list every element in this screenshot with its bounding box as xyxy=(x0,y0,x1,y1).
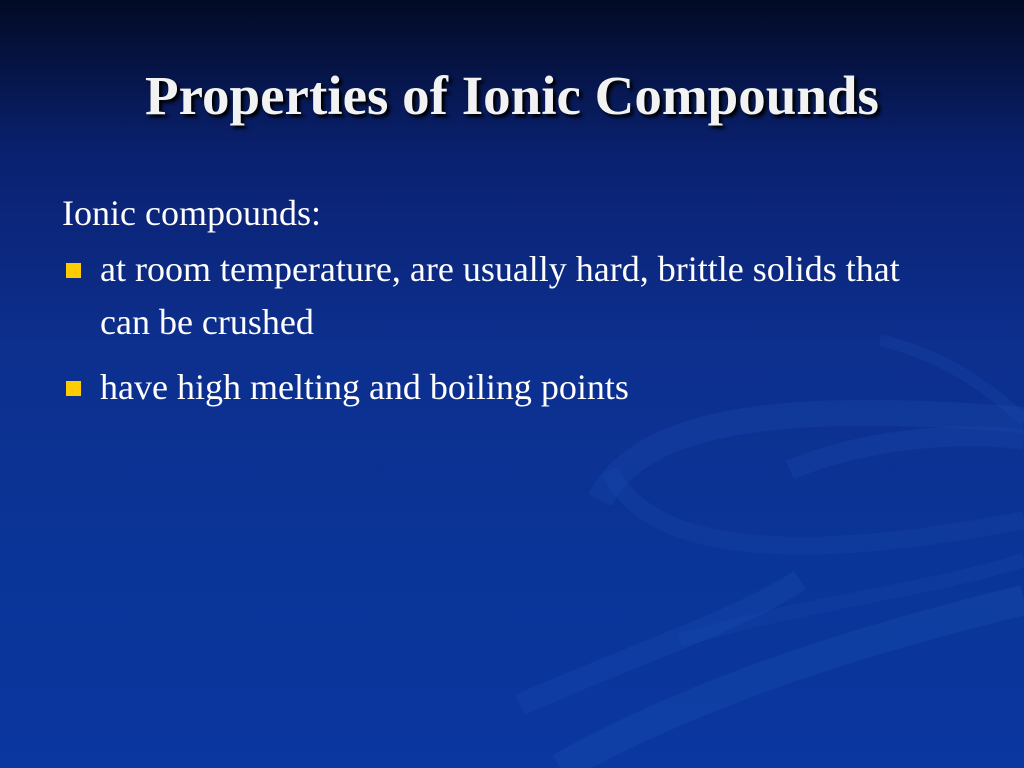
bullet-item xyxy=(62,243,942,349)
slide-body xyxy=(62,188,942,426)
slide-title: Properties of Ionic Compounds xyxy=(145,65,879,126)
bullet-list xyxy=(62,243,942,414)
square-bullet-icon xyxy=(66,381,81,396)
bullet-item xyxy=(62,361,942,414)
bullet-text: have high melting and boiling points xyxy=(100,367,629,407)
bullet-text: at room temperature, are usually hard, brittle solids that can be crushed xyxy=(100,249,900,342)
intro-line: Ionic compounds: xyxy=(62,193,321,233)
square-bullet-icon xyxy=(66,263,81,278)
